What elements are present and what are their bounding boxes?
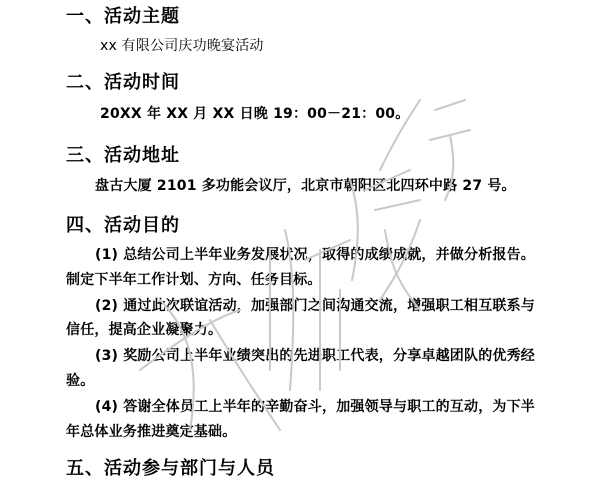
section-heading-location: 三、活动地址 xyxy=(66,145,180,166)
section-heading-time: 二、活动时间 xyxy=(66,72,180,93)
purpose-line: 信任，提高企业凝聚力。 xyxy=(66,322,223,338)
purpose-line: (3) 奖励公司上半年业绩突出的先进职工代表，分享卓越团队的优秀经 xyxy=(95,348,536,364)
theme-text: xx 有限公司庆功晚宴活动 xyxy=(100,38,264,54)
purpose-line: (1) 总结公司上半年业务发展状况，取得的成绩成就，并做分析报告。 xyxy=(95,247,536,263)
purpose-line: 制定下半年工作计划、方向、任务目标。 xyxy=(66,272,322,288)
purpose-line: 验。 xyxy=(66,373,95,389)
section-heading-purpose: 四、活动目的 xyxy=(66,215,180,236)
purpose-line: (2) 通过此次联谊活动，加强部门之间沟通交流，增强职工相互联系与 xyxy=(95,298,536,314)
section-heading-theme: 一、活动主题 xyxy=(66,6,180,27)
section-heading-participants: 五、活动参与部门与人员 xyxy=(66,458,275,479)
purpose-line: 年总体业务推进奠定基础。 xyxy=(66,424,237,440)
time-text: 20XX 年 XX 月 XX 日晚 19：00－21：00。 xyxy=(100,106,410,122)
location-text: 盘古大厦 2101 多功能会议厅，北京市朝阳区北四环中路 27 号。 xyxy=(95,178,516,194)
purpose-line: (4) 答谢全体员工上半年的辛勤奋斗，加强领导与职工的互动，为下半 xyxy=(95,399,536,415)
